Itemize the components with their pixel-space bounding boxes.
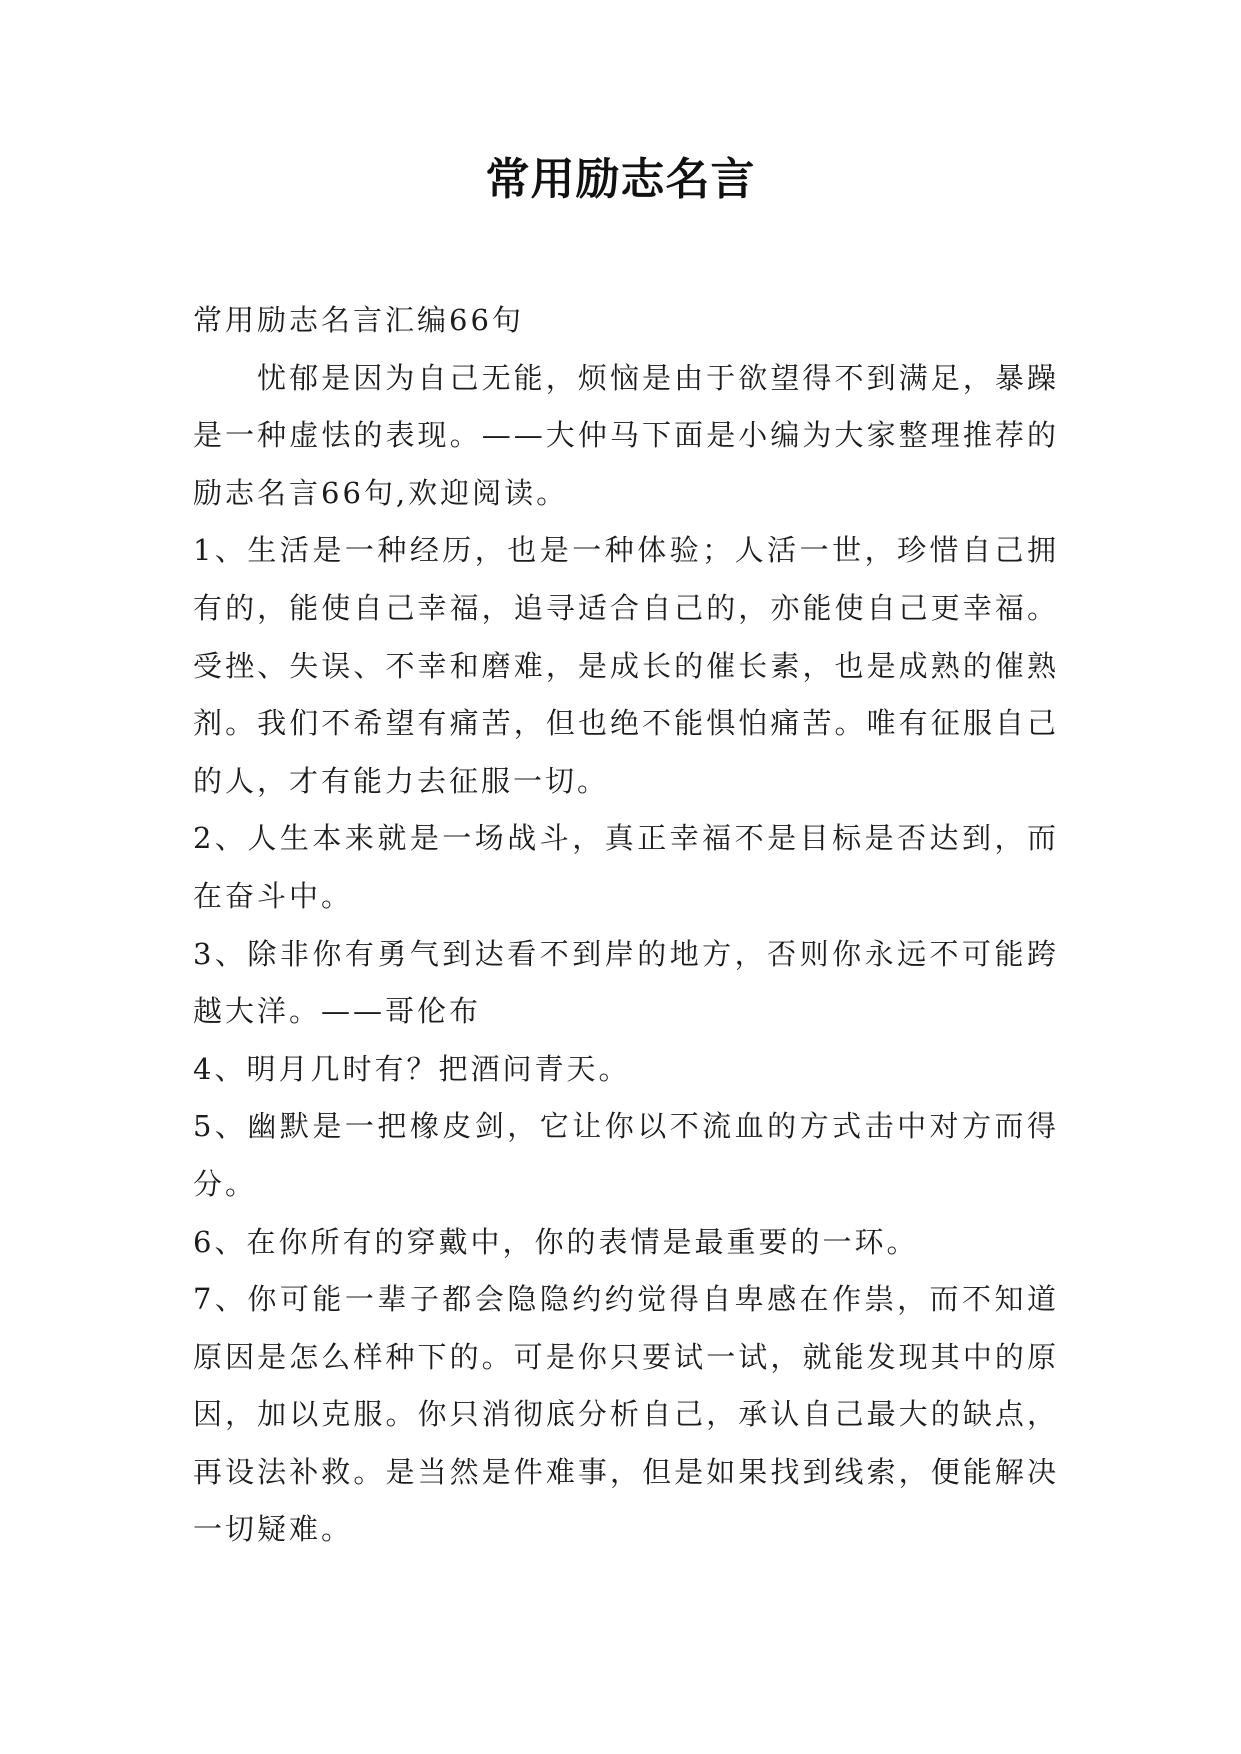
quote-item-2: 2、人生本来就是一场战斗，真正幸福不是目标是否达到，而在奋斗中。 (193, 821, 1059, 913)
quote-item-5: 5、幽默是一把橡皮剑，它让你以不流血的方式击中对方而得分。 (193, 1109, 1059, 1201)
quote-item-4: 4、明月几时有？把酒问青天。 (193, 1051, 631, 1086)
quote-item-3: 3、除非你有勇气到达看不到岸的地方，否则你永远不可能跨越大洋。——哥伦布 (193, 936, 1059, 1029)
quote-item-6: 6、在你所有的穿戴中，你的表情是最重要的一环。 (193, 1224, 919, 1259)
quote-item-1: 1、生活是一种经历，也是一种体验；人活一世，珍惜自己拥有的，能使自己幸福，追寻适合自己的，亦能使自己更幸福。受挫、失误、不幸和磨难，是成长的催长素，也是成熟的催熟剂。我们不希望有痛苦，但也绝不能惧怕痛苦。唯有征服自己的人，才有能力去征服一切。 (193, 533, 1059, 798)
quote-item-7: 7、你可能一辈子都会隐隐约约觉得自卑感在作祟，而不知道原因是怎么样种下的。可是你只要试一试，就能发现其中的原因，加以克服。你只消彻底分析自己，承认自己最大的缺点，再设法补救。是当然是件难事，但是如果找到线索，便能解决一切疑难。 (193, 1282, 1059, 1547)
document-subtitle: 常用励志名言汇编66句 (193, 303, 524, 337)
intro-paragraph: 忧郁是因为自己无能，烦恼是由于欲望得不到满足，暴躁是一种虚怯的表现。——大仲马下面是小编为大家整理推荐的励志名言66句,欢迎阅读。 (193, 360, 1059, 510)
document-title: 常用励志名言 (485, 154, 756, 205)
document-body (193, 292, 1059, 1559)
